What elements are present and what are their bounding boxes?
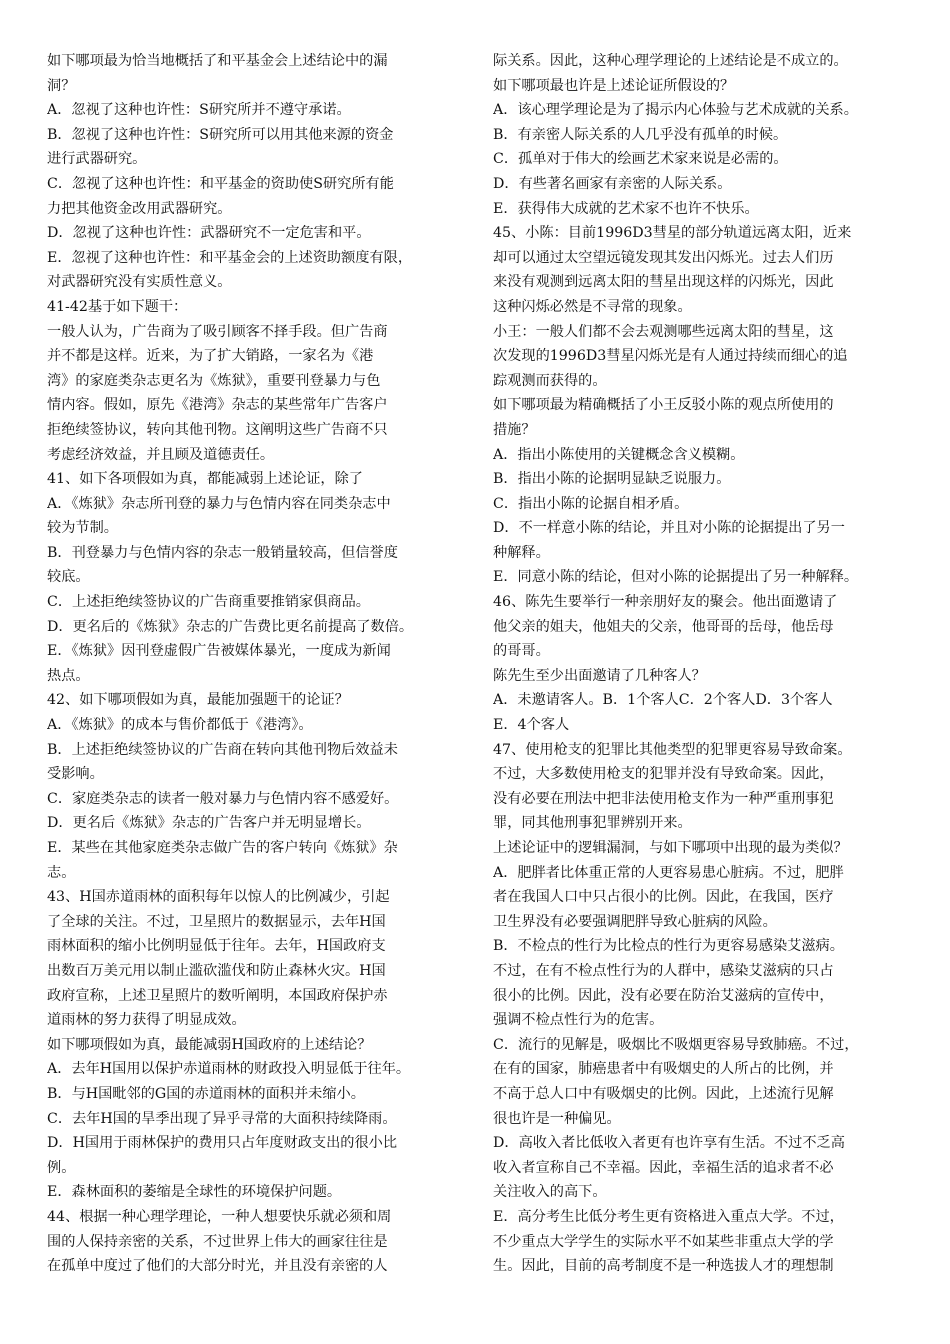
left-text-line: 较底。 <box>47 569 90 586</box>
right-text-line: 措施？ <box>493 421 536 438</box>
left-text-line: B．与H国毗邻的G国的赤道雨林的面积并未缩小。 <box>47 1085 365 1102</box>
right-text-line: 来没有观测到远离太阳的彗星出现这样的闪烁光，因此 <box>493 274 834 291</box>
right-text-line: A．该心理学理论是为了揭示内心体验与艺术成就的关系。 <box>493 102 858 119</box>
left-text-line: B．刊登暴力与色情内容的杂志一般销量较高，但信誉度 <box>47 544 398 561</box>
left-text-line: 情内容。假如，原先《港湾》杂志的某些常年广告客户 <box>47 397 388 414</box>
left-text-line: 一般人认为，广告商为了吸引顾客不择手段。但广告商 <box>47 323 388 340</box>
right-text-line: 不少重点大学学生的实际水平不如某些非重点大学的学 <box>493 1233 834 1250</box>
left-text-line: C．上述拒绝续签协议的广告商重要推销家俱商品。 <box>47 594 370 611</box>
right-text-line: 不过，在有不检点性行为的人群中，感染艾滋病的只占 <box>493 962 834 979</box>
left-text-line: B．上述拒绝续签协议的广告商在转向其他刊物后效益未 <box>47 741 398 758</box>
right-text-line: 在有的国家，肺癌患者中有吸烟史的人所占的比例，并 <box>493 1061 834 1078</box>
right-text-line: D．不一样意小陈的结论，并且对小陈的论据提出了另一 <box>493 520 845 537</box>
right-text-line: 上述论证中的逻辑漏洞，与如下哪项中出现的最为类似？ <box>493 840 848 856</box>
right-text-line: E．高分考生比低分考生更有资格进入重点大学。不过， <box>493 1208 844 1225</box>
right-text-line: 强调不检点性行为的危害。 <box>493 1012 664 1029</box>
right-text-line: 不高于总人口中有吸烟史的比例。因此，上述流行见解 <box>493 1085 834 1102</box>
right-text-line: 如下哪项最为精确概括了小王反驳小陈的观点所使用的 <box>493 397 834 414</box>
left-text-line: 力把其他资金改用武器研究。 <box>47 200 232 217</box>
left-text-line: 在孤单中度过了他们的大部分时光，并且没有亲密的人 <box>47 1258 388 1275</box>
left-text-line: 道雨林的努力获得了明显成效。 <box>47 1012 246 1029</box>
right-text-line: B．指出小陈的论据明显缺乏说服力。 <box>493 471 731 488</box>
left-column <box>47 49 467 1279</box>
right-text-line: 收入者宣称自己不幸福。因此，幸福生活的追求者不必 <box>493 1159 834 1176</box>
right-text-line: 没有必要在刑法中把非法使用枪支作为一种严重刑事犯 <box>493 790 834 807</box>
left-text-line: 受影响。 <box>47 766 104 783</box>
right-text-line: 关注收入的高下。 <box>493 1184 607 1201</box>
right-text-line: 者在我国人口中只占很小的比例。因此，在我国，医疗 <box>493 889 834 906</box>
right-text-line: 陈先生至少出面邀请了几种客人？ <box>493 667 706 684</box>
right-text-line: E．同意小陈的结论，但对小陈的论据提出了另一种解释。 <box>493 569 859 586</box>
right-text-line: B．有亲密人际关系的人几乎没有孤单的时候。 <box>493 126 788 143</box>
left-text-line: 41、如下各项假如为真，都能减弱上述论证，除了 <box>47 471 363 488</box>
right-text-line: A．肥胖者比体重正常的人更容易患心脏病。不过，肥胖 <box>493 864 844 881</box>
right-text-line: 小王：一般人们都不会去观测哪些远离太阳的彗星，这 <box>493 323 834 340</box>
left-text-line: 政府宣称，上述卫星照片的数听阐明，本国政府保护赤 <box>47 987 388 1004</box>
right-text-line: C．流行的见解是，吸烟比不吸烟更容易导致肺癌。不过， <box>493 1036 859 1053</box>
left-text-line: D．忽视了这种也许性：武器研究不一定危害和平。 <box>47 225 371 242</box>
left-text-line: 42、如下哪项假如为真，最能加强题干的论证？ <box>47 692 349 709</box>
left-text-line: 出数百万美元用以制止滥砍滥伐和防止森林火灾。H国 <box>47 962 386 979</box>
left-text-line: 41-42基于如下题干： <box>47 298 188 315</box>
right-text-line: D．有些著名画家有亲密的人际关系。 <box>493 175 732 192</box>
right-text-line: D．高收入者比低收入者更有也许享有生活。不过不乏高 <box>493 1135 845 1152</box>
right-text-line: B．不检点的性行为比检点的性行为更容易感染艾滋病。 <box>493 938 844 955</box>
left-text-line: D．更名后《炼狱》杂志的广告客户并无明显增长。 <box>47 815 371 832</box>
left-text-line: 拒绝续签协议，转向其他刊物。这阐明这些广告商不只 <box>47 421 388 438</box>
right-text-line: 45、小陈：目前1996D3彗星的部分轨道远离太阳，近来 <box>493 225 852 242</box>
left-text-line: 较为节制。 <box>47 520 118 537</box>
left-text-line: E．忽视了这种也许性：和平基金会的上述资助额度有限， <box>47 249 413 266</box>
left-text-line: 湾》的家庭类杂志更名为《炼狱》，重要刊登暴力与色 <box>47 372 381 389</box>
left-text-line: 了全球的关注。不过，卫星照片的数据显示，去年H国 <box>47 913 386 930</box>
right-text-line: 不过，大多数使用枪支的犯罪并没有导致命案。因此， <box>493 766 834 783</box>
left-text-line: C．家庭类杂志的读者一般对暴力与色情内容不感爱好。 <box>47 790 399 807</box>
left-text-line: A．忽视了这种也许性：S研究所并不遵守承诺。 <box>47 102 351 119</box>
right-text-line: C．指出小陈的论据自相矛盾。 <box>493 495 689 512</box>
right-text-line: 生。因此，目前的高考制度不是一种选拔人才的理想制 <box>493 1258 834 1275</box>
right-text-line: 的哥哥。 <box>493 643 550 660</box>
left-text-line: 44、根据一种心理学理论，一种人想要快乐就必须和周 <box>47 1208 392 1225</box>
right-text-line: 罪，同其他刑事犯罪辨别开来。 <box>493 815 692 832</box>
left-text-line: 如下哪项最为恰当地概括了和平基金会上述结论中的漏 <box>47 53 388 69</box>
right-text-line: 踪观测而获得的。 <box>493 372 607 389</box>
left-text-line: 例。 <box>47 1159 76 1176</box>
right-text-line: 如下哪项最也许是上述论证所假设的？ <box>493 77 735 94</box>
left-text-line: A．《炼狱》的成本与售价都低于《港湾》。 <box>47 717 313 734</box>
left-text-line: D．更名后的《炼狱》杂志的广告费比更名前提高了数倍。 <box>47 618 414 635</box>
right-text-line: 很小的比例。因此，没有必要在防治艾滋病的宣传中， <box>493 987 834 1004</box>
right-text-line: A．指出小陈使用的关键概念含义模糊。 <box>493 446 745 463</box>
right-text-line: C．孤单对于伟大的绘画艺术家来说是必需的。 <box>493 151 788 168</box>
right-text-line: 却可以通过太空望远镜发现其发出闪烁光。过去人们历 <box>493 249 834 266</box>
left-text-line: C．忽视了这种也许性：和平基金的资助使S研究所有能 <box>47 175 394 192</box>
right-text-line: 他父亲的姐夫，他姐夫的父亲，他哥哥的岳母，他岳母 <box>493 618 834 635</box>
left-text-line: A．去年H国用以保护赤道雨林的财政投入明显低于往年。 <box>47 1061 411 1078</box>
right-text-line: 很也许是一种偏见。 <box>493 1110 621 1127</box>
right-text-line: E．获得伟大成就的艺术家不也许不快乐。 <box>493 200 759 217</box>
left-text-line: 对武器研究没有实质性意义。 <box>47 274 232 291</box>
left-text-line: B．忽视了这种也许性：S研究所可以用其他来源的资金 <box>47 126 394 143</box>
left-text-line: 并不都是这样。近来，为了扩大销路，一家名为《港 <box>47 348 374 365</box>
left-text-line: D．H国用于雨林保护的费用只占年度财政支出的很小比 <box>47 1135 398 1152</box>
left-text-line: 洞？ <box>47 77 76 94</box>
left-text-line: 围的人保持亲密的关系，不过世界上伟大的画家往往是 <box>47 1233 388 1250</box>
left-text-line: 进行武器研究。 <box>47 151 147 168</box>
left-text-line: 43、H国赤道雨林的面积每年以惊人的比例减少，引起 <box>47 889 390 906</box>
right-column <box>493 49 911 1279</box>
left-text-line: E．《炼狱》因刊登虚假广告被媒体暴光，一度成为新闻 <box>47 643 391 660</box>
right-text-line: 这种闪烁必然是不寻常的现象。 <box>493 298 692 315</box>
right-text-line: 种解释。 <box>493 544 550 561</box>
left-text-line: 雨林面积的缩小比例明显低于往年。去年，H国政府支 <box>47 938 386 955</box>
right-text-line: 47、使用枪支的犯罪比其他类型的犯罪更容易导致命案。 <box>493 741 852 758</box>
left-text-line: 考虑经济效益，并且顾及道德责任。 <box>47 446 275 463</box>
right-text-line: 际关系。因此，这种心理学理论的上述结论是不成立的。 <box>493 53 848 69</box>
left-text-line: C．去年H国的旱季出现了异乎寻常的大面积持续降雨。 <box>47 1110 397 1127</box>
right-text-line: A．未邀请客人。B．1个客人C．2个客人D．3个客人 <box>493 692 833 709</box>
left-text-line: 如下哪项假如为真，最能减弱H国政府的上述结论？ <box>47 1036 372 1053</box>
left-text-line: 志。 <box>47 864 76 881</box>
left-text-line: 热点。 <box>47 667 90 684</box>
left-text-line: E．某些在其他家庭类杂志做广告的客户转向《炼狱》杂 <box>47 840 398 856</box>
left-text-line: E．森林面积的萎缩是全球性的环境保护问题。 <box>47 1184 342 1201</box>
left-text-line: A．《炼狱》杂志所刊登的暴力与色情内容在同类杂志中 <box>47 495 391 512</box>
right-text-line: 卫生界没有必要强调肥胖导致心脏病的风险。 <box>493 913 777 930</box>
right-text-line: E．4个客人 <box>493 717 570 734</box>
right-text-line: 46、陈先生要举行一种亲朋好友的聚会。他出面邀请了 <box>493 594 838 611</box>
right-text-line: 次发现的1996D3彗星闪烁光是有人通过持续而细心的追 <box>493 348 848 365</box>
